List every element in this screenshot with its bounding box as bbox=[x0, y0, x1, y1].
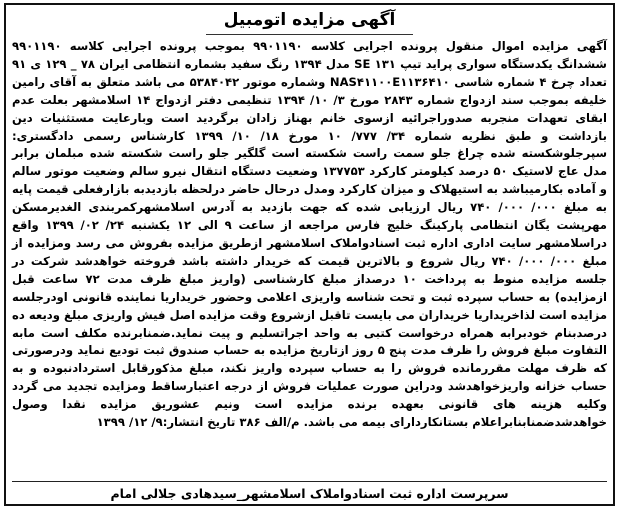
notice-title: آگهی مزایده اتومبیل bbox=[223, 10, 396, 30]
footer-divider bbox=[12, 481, 607, 482]
signature-line: سرپرست اداره ثبت اسنادواملاک اسلامشهر_سیدهادی جلالی امام bbox=[110, 486, 509, 501]
auction-notice bbox=[4, 3, 615, 506]
notice-body bbox=[12, 38, 607, 432]
publication-date: تاریخ انتشار:۹/ ۱۲/ ۱۳۹۹ bbox=[96, 415, 236, 430]
notice-body-text: آگهی مزایده اموال منقول پرونده اجرایی کلاسه ۹۹۰۱۱۹۰ بموجب پرونده اجرایی کلاسه ۹۹۰۱۱۹۰ ششدانگ یکدستگاه سواری پراید تیپ SE ۱۳۱ مدل ۱۳۹۴ رنگ سفید بشماره انتظامی ایران ۷۸ _ ۱۲۹ ی ۹۱ تعداد چرخ ۴ شماره شاسی NAS۴۱۱۰۰E۱۱۳۶۴۱۰ وشماره موتور ۵۳۸۴۰۴۲ می باشد متعلق به آقای رامین خلیفه بموجب سند ازدواج شماره ۲۸۴۳ مورخ ۳/ ۱۰/ ۱۳۹۴ تنظیمی دفتر ازدواج ۱۴ اسلامشهر بعلت عدم ابقای تعهدات منجربه صدوراجرائیه ازسوی خانم بهناز زادان برگردید است وبارعایت مستثنیات دین بازداشت و طبق نظریه شماره ۳۴/ ۷۷۷/ ۱۰ مورخ ۱۸/ ۱۰/ ۱۳۹۹ کارشناس رسمی دادگستری: سپرجلوشکسته شده چراغ جلو سمت راست شکسته است گلگیر جلو راست شکسته شده مبلمان برابر مدل عاج لاستیک ۵۰ درصد کیلومتر کارکرد ۱۳۷۷۵۳ وضعیت دستگاه انتقال نیرو سالم وضعیت موتور سالم و آماده بکارمیباشد به استیهلاک و میزان کارکرد ومدل درحال حاضر درلحظه بازدیدبه بازارفعلی قیمت پایه به مبلغ ۰۰۰/ ۰۰۰/ ۷۴۰ ریال ارزیابی شده که جهت بازدید به آدرس اسلامشهرکمربندی الغدیرمسکن مهرپشت یگان انتظامی پارکینگ خلیج فارس مراجعه از ساعت ۹ الی ۱۲ یکشنبه ۲۴/ ۰۲/ ۱۳۹۹ واقع دراسلامشهر سایت اداری اداره ثبت اسنادواملاک اسلامشهر ازطریق مزایده بفروش می رسد ومزایده از مبلغ ۰۰۰/ ۰۰۰/ ۷۴۰ ریال شروع و بالاترین قیمت که خریدار داشته باشد فروخته خواهدشد شرکت در جلسه مزایده منوط به پرداخت ۱۰ درصداز مبلغ کارشناسی (واریز مبلغ ظرف مدت ۷۲ ساعت قبل ازمزایده) به حساب سپرده ثبت و تحت شناسه واریزی اعلامی وحضور خریداریا نماینده قانونی اودرجلسه مزایده است لذاخریداریا خریداران می بایست تاقبل ازشروع وقت مزایده اصل فیش واریزی مبلغ ودیعه ده درصدبنام خودبرابه همراه درخواست کتبی به واحد اجراتسلیم و پیت نماید.ضمنابرنده مکلف است مابه التفاوت مبلغ فروش را ظرف مدت پنج ۵ روز ازتاریخ مزایده به حساب صندوق ثبت تودیع نماید ودرصورتی که ظرف مهلت مقررمانده فروش را به حساب سپرده واریز نکند، مبلغ مذکورقابل استردادنبوده و به حساب خزانه واریزخواهدشد ودراین صورت عملیات فروش از درجه اعتبارساقط ومزایده تجدید می گردد وکلیه هزینه های قانونی بعهده برنده مزایده است ونیم عشوریق مزایده نقدا وصول خواهدشدضمنابنابراعلام بستانکاردارای بیمه می باشد. م/الف ۳۸۶ bbox=[12, 39, 608, 430]
title-divider bbox=[206, 34, 413, 35]
